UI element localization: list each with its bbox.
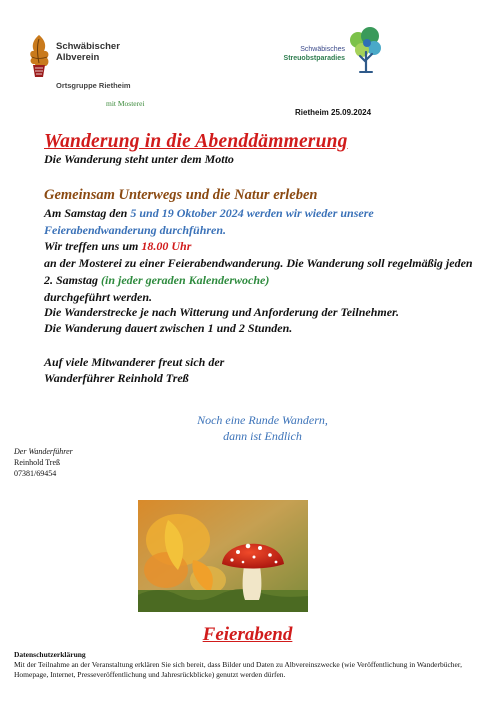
streuobst-tree-logo-icon xyxy=(348,26,384,76)
signature-block xyxy=(14,446,73,479)
slogan: Noch eine Runde Wandern, dann ist Endlich xyxy=(197,413,328,443)
streuobst-name: Schwäbisches Streuobstparadies xyxy=(283,46,345,62)
paragraph-route: Die Wanderstrecke je nach Witterung und Anforderung der Teilnehmer. xyxy=(44,305,400,319)
datenschutz-title: Datenschutzerklärung xyxy=(14,650,86,659)
paragraph-dates: Am Samstag den 5 und 19 Oktober 2024 werden wir wieder unsere Feierabendwanderung durchführen. xyxy=(44,206,374,237)
ortsgruppe-label: Ortsgruppe Rietheim xyxy=(56,81,131,90)
feierabend-heading: Feierabend xyxy=(202,624,293,645)
albverein-name: Schwäbischer Albverein xyxy=(56,41,120,63)
signature-phone: 07381/69454 xyxy=(14,469,57,478)
mosterei-label: mit Mosterei xyxy=(106,99,145,108)
signature-role: Der Wanderführer xyxy=(14,447,73,456)
closing-line-1: Auf viele Mitwanderer freut sich der xyxy=(44,355,225,369)
paragraph-duration: Die Wanderung dauert zwischen 1 und 2 Stunden. xyxy=(44,321,293,335)
signature-name: Reinhold Treß xyxy=(14,458,61,467)
albverein-logo-icon xyxy=(28,33,50,79)
paragraph-time: Wir treffen uns um 18.00 Uhr xyxy=(44,239,192,253)
closing-line-2: Wanderführer Reinhold Treß xyxy=(44,371,189,385)
document-date: Rietheim 25.09.2024 xyxy=(295,108,372,117)
motto-subtitle: Gemeinsam Unterwegs und die Natur erleben xyxy=(44,187,318,203)
datenschutz-text: Mit der Teilnahme an der Veranstaltung erklären Sie sich bereit, dass Bilder und Daten zu Albvereinszwecke (wie Veröffentlichung in Wanderbücher, Homepage, Internet, Presseveröffentlichung und Jahresrückblicke) genutzt werden dürfen. xyxy=(14,660,462,679)
autumn-mushroom-photo-icon xyxy=(138,500,308,612)
motto-line: Die Wanderung steht unter dem Motto xyxy=(44,152,234,166)
paragraph-location: an der Mosterei zu einer Feierabendwanderung. Die Wanderung soll regelmäßig jeden 2. Samstag (in jeder geraden Kalenderwoche) durchgeführt werden. xyxy=(44,256,473,304)
page-title: Wanderung in die Abenddämmerung xyxy=(44,131,348,152)
